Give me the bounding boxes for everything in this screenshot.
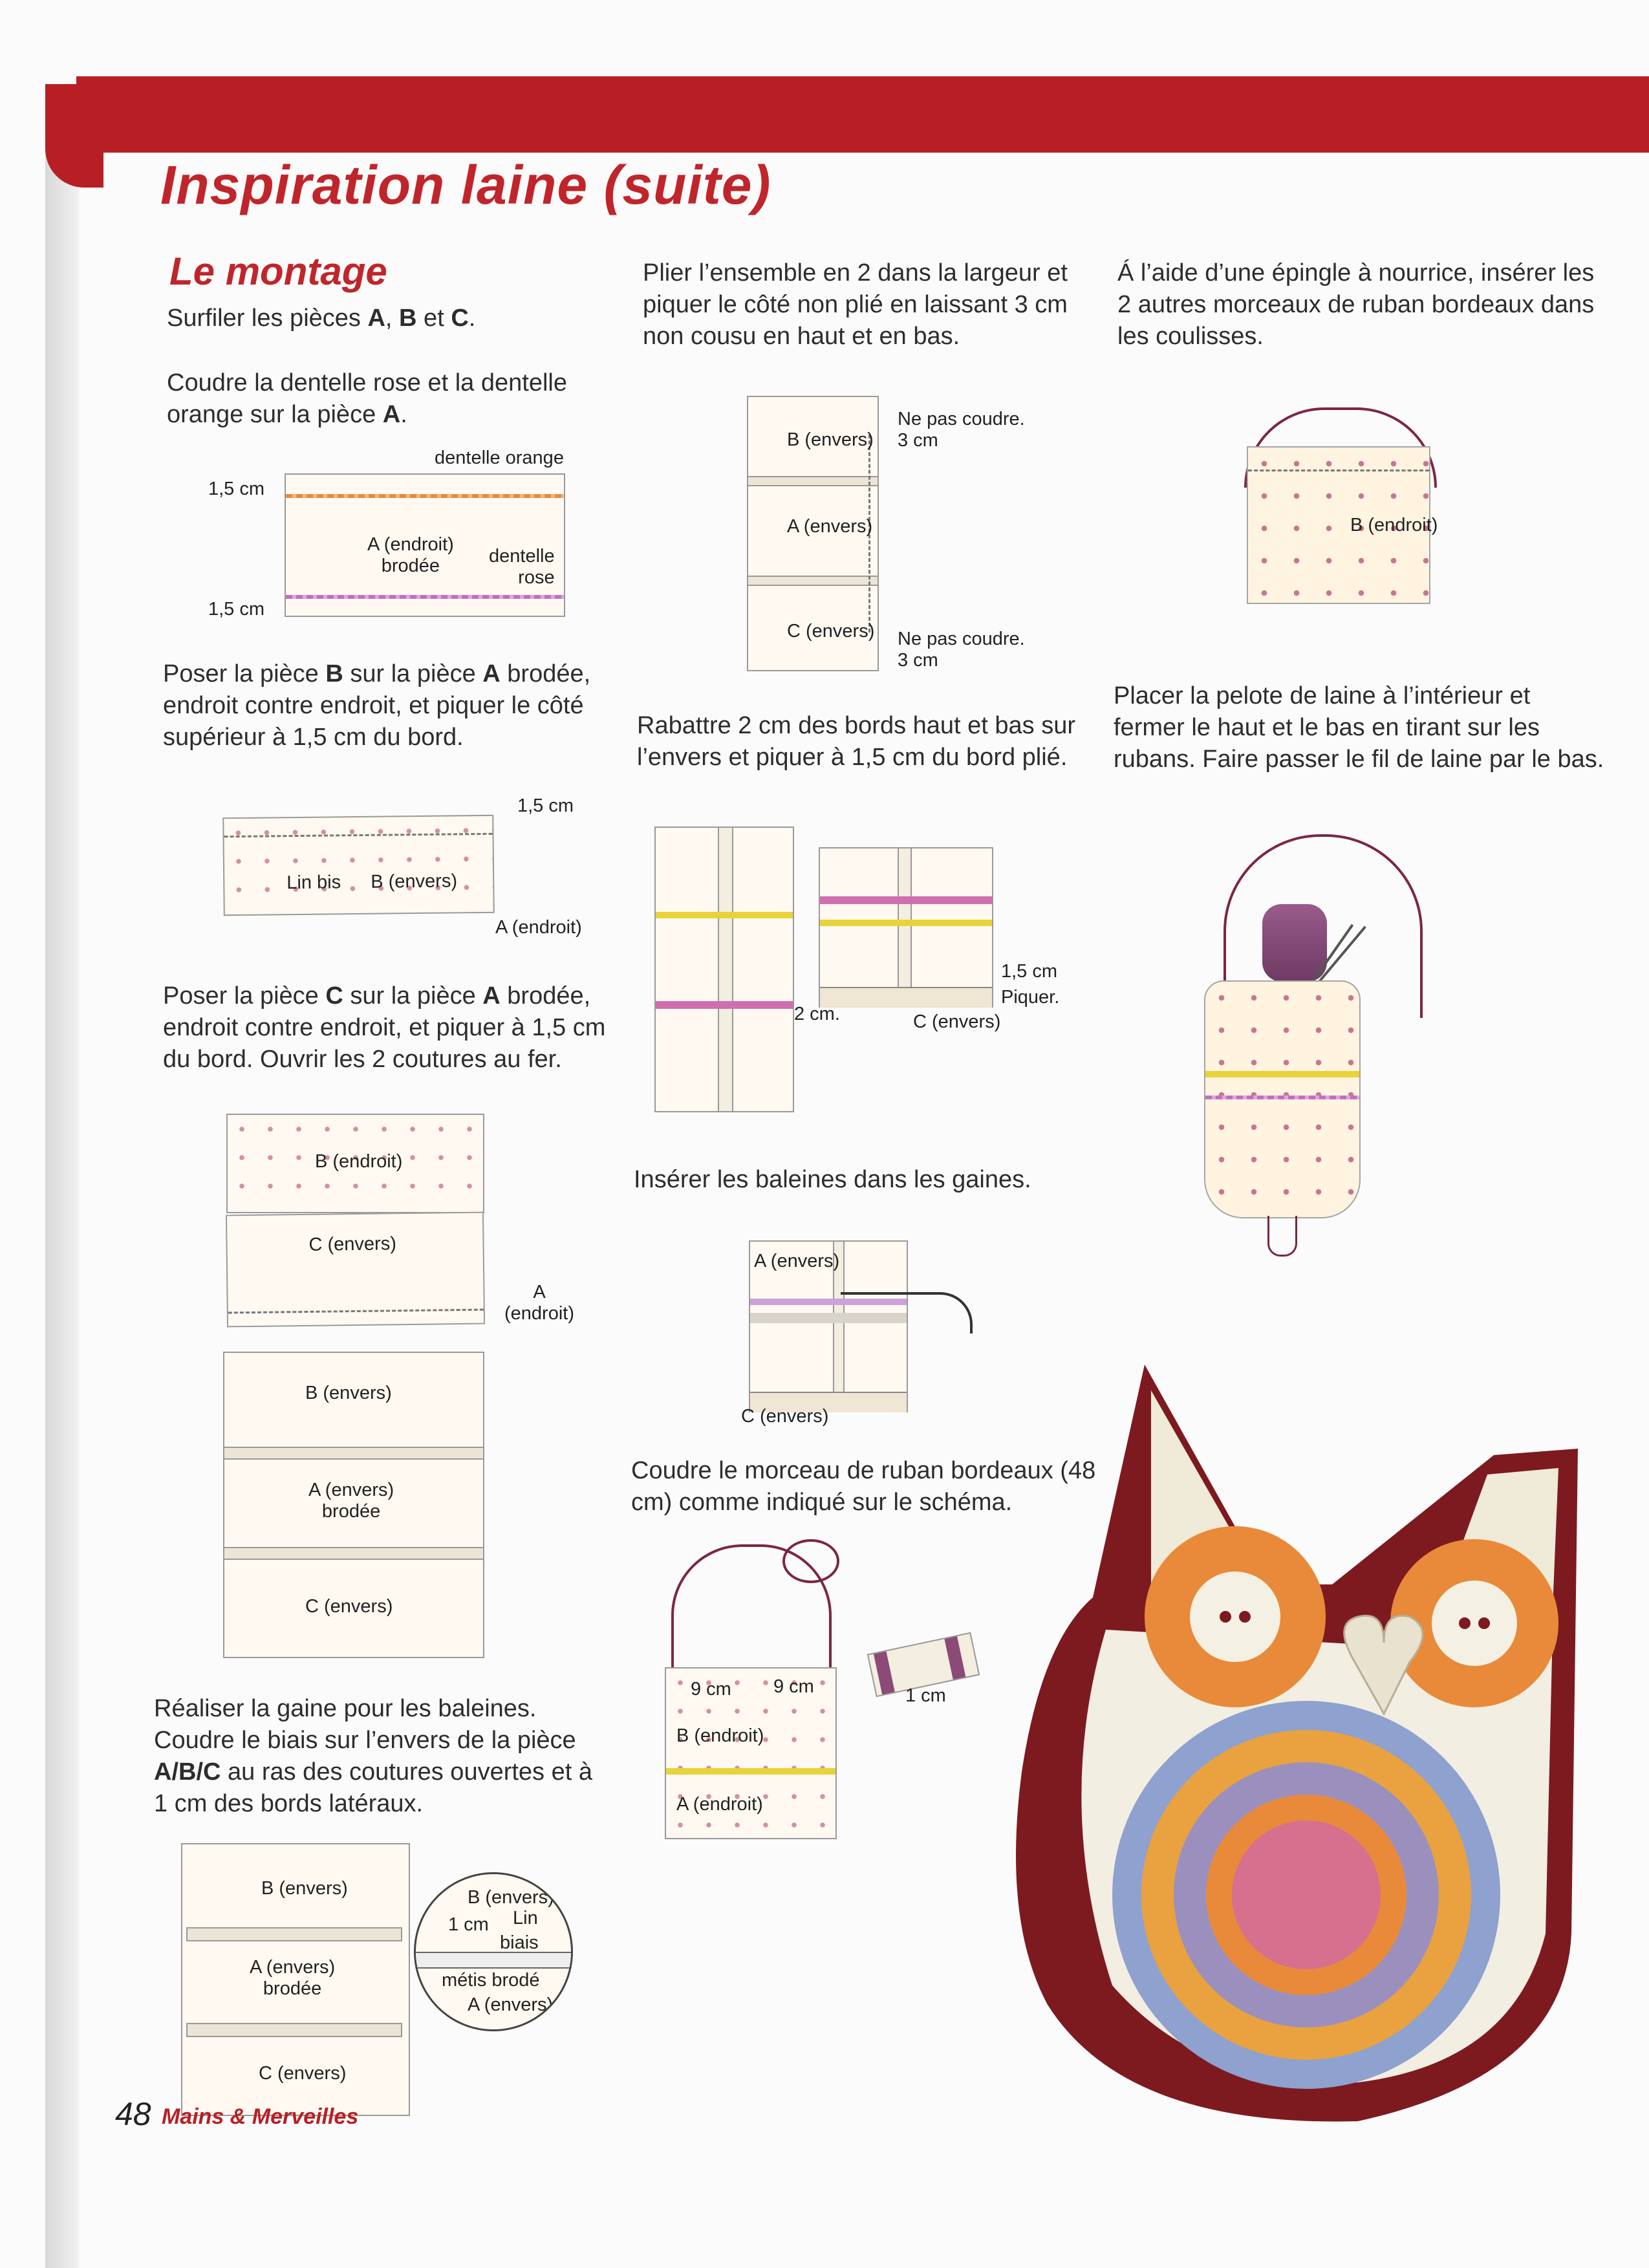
yarn-ball	[1262, 904, 1327, 982]
piece-b-label: B (endroit)	[1350, 515, 1438, 535]
page-edge	[45, 84, 79, 2268]
col2-paragraph-3: Insérer les baleines dans les gaines.	[634, 1166, 1031, 1193]
zoom-metis-label: métis brodé	[442, 1970, 540, 1991]
button-hole	[1220, 1611, 1231, 1623]
piece-b-label: B (envers)	[787, 429, 874, 450]
bag-top-figure	[1247, 446, 1438, 604]
piece-b-endroit-label: B (endroit)	[315, 1151, 403, 1172]
piece-b-on-a-figure	[222, 815, 495, 916]
bag-figure	[1204, 980, 1361, 1218]
bias-figure	[181, 1843, 410, 2116]
owl-button-right	[1432, 1581, 1517, 1666]
center-seam	[718, 828, 733, 1111]
seam-line	[228, 1309, 484, 1314]
piquer-label: Piquer.	[1001, 987, 1060, 1008]
zoom-a-label: A (envers)	[468, 1994, 554, 2015]
header-band-curl	[45, 84, 103, 188]
folded-hem	[820, 987, 992, 1008]
button-hole	[1478, 1617, 1490, 1629]
piece-b-label: B (envers)	[261, 1878, 348, 1899]
piece-a-label: A (envers) brodée	[308, 1480, 394, 1522]
yellow-band	[820, 920, 992, 926]
col2-paragraph-1: Plier l’ensemble en 2 dans la largeur et piquer le côté non plié en laissant 3 cm non cousu en haut et en bas.	[643, 259, 1068, 350]
piece-c-envers	[226, 1212, 485, 1328]
bottom-note: Ne pas coudre. 3 cm	[898, 629, 1025, 671]
zoom-cm-label: 1 cm	[448, 1914, 489, 1935]
whalebone-insert	[841, 1292, 973, 1334]
bias-strip	[186, 1927, 402, 1941]
lace-pink	[286, 595, 564, 599]
pink-band	[656, 1001, 793, 1009]
seam-allowance	[224, 1447, 483, 1460]
seam-line	[224, 833, 493, 837]
piece-a-label: A (envers)	[787, 516, 873, 537]
ribbon-loop	[782, 1539, 839, 1583]
lin-bis-label: Lin bis	[286, 872, 341, 894]
page-number: 48	[115, 2096, 151, 2132]
piece-b-endroit	[226, 1114, 484, 1213]
center-seam	[898, 848, 912, 1006]
piece-b-label: B (envers)	[371, 870, 458, 892]
bias-zoom-circle	[414, 1872, 573, 2031]
section-title: Le montage	[169, 250, 387, 293]
zoom-lin-label: Lin	[513, 1908, 538, 1928]
seam-allowance	[748, 576, 878, 586]
piece-a-label: A (envers)	[754, 1251, 840, 1271]
col1-paragraph-5: Réaliser la gaine pour les baleines. Coudre le biais sur l’envers de la pièce A/B/C au ras des coutures ouvertes et à 1 cm des bords latéraux.	[154, 1695, 592, 1817]
yellow-band	[666, 1768, 835, 1775]
folded-assembly-figure	[747, 396, 879, 671]
piece-a-label: A (envers) brodée	[250, 1957, 336, 1999]
piece-c-envers-label: C (envers)	[308, 1233, 397, 1255]
col2-paragraph-2: Rabattre 2 cm des bords haut et bas sur l’envers et piquer à 1,5 cm du bord plié.	[637, 712, 1076, 771]
seam-allowance	[224, 1547, 483, 1560]
col1-paragraph-3: Poser la pièce B sur la pièce A brodée, endroit contre endroit, et piquer le côté supérieur à 1,5 cm du bord.	[163, 660, 591, 751]
col3-paragraph-1: Á l’aide d’une épingle à nourrice, insérer les 2 autres morceaux de ruban bordeaux dans les coulisses.	[1117, 259, 1595, 350]
page-title: Inspiration laine (suite)	[160, 155, 771, 215]
lace-pink-label: dentelle rose	[489, 546, 555, 588]
dim-top-label: 1,5 cm	[208, 479, 265, 499]
magazine-brand: Mains & Merveilles	[162, 2104, 359, 2129]
top-note: Ne pas coudre. 3 cm	[898, 409, 1025, 451]
col1-paragraph-2: Coudre la dentelle rose et la dentelle orange sur la pièce A.	[167, 369, 567, 428]
pink-band	[820, 896, 992, 904]
side-dim-label: 1 cm	[905, 1685, 946, 1706]
dim-label: 9 cm	[691, 1679, 731, 1700]
header-band	[76, 76, 1649, 153]
bottom-tie	[1267, 1216, 1297, 1257]
piece-a-label: A (endroit)	[676, 1794, 763, 1815]
col3-paragraph-2: Placer la pelote de laine à l’intérieur et fermer le haut et le bas en tirant sur les rubans. Faire passer le fil de laine par le bas.	[1114, 682, 1604, 773]
ribbon-end	[944, 1636, 965, 1679]
seam-line	[1248, 470, 1429, 471]
piece-a-label: A (endroit) brodée	[367, 534, 454, 576]
lace-pink	[1205, 1096, 1359, 1099]
dim-label: 1,5 cm	[517, 795, 574, 816]
ribbon-end	[874, 1652, 895, 1695]
col1-paragraph-1: Surfiler les pièces A, B et C.	[167, 305, 476, 332]
owl-photo	[996, 1352, 1591, 2134]
dim-label: 2 cm.	[794, 1004, 840, 1024]
piece-c-label: C (envers)	[913, 1011, 1001, 1032]
zoom-b-label: B (envers)	[468, 1887, 554, 1908]
piece-c-label: C (envers)	[787, 621, 875, 642]
piece-b-label: B (endroit)	[676, 1725, 764, 1746]
seam-allowance	[748, 476, 878, 486]
piece-c-label: C (envers)	[259, 2063, 347, 2084]
piece-b-label: B (envers)	[305, 1383, 392, 1403]
piece-c-label: C (envers)	[741, 1406, 829, 1427]
dim-label: 9 cm	[773, 1676, 814, 1697]
zoom-biais-label: biais	[500, 1932, 539, 1953]
yellow-band	[656, 912, 793, 918]
piece-a-endroit-label: A (endroit)	[504, 1282, 574, 1324]
button-hole	[1239, 1611, 1251, 1623]
dim-label: 1,5 cm	[1001, 961, 1058, 982]
lace-orange-label: dentelle orange	[435, 448, 564, 468]
folded-edge-figure	[819, 847, 993, 1008]
yellow-band	[1205, 1071, 1359, 1077]
owl-center-pink	[1232, 1820, 1381, 1969]
piece-c-label: C (envers)	[305, 1596, 393, 1617]
button-hole	[1459, 1617, 1471, 1629]
bias-strip	[186, 2023, 402, 2037]
dim-bottom-label: 1,5 cm	[208, 599, 265, 620]
piece-a-endroit-label: A (endroit)	[495, 917, 582, 938]
col2-paragraph-4: Coudre le morceau de ruban bordeaux (48 cm) comme indiqué sur le schéma.	[631, 1457, 1096, 1516]
lace-orange	[286, 494, 564, 498]
pieces-opened-figure	[223, 1352, 484, 1658]
owl-illustration	[1016, 1365, 1578, 2122]
owl-button-left	[1190, 1571, 1280, 1662]
bias-strip	[416, 1952, 571, 1969]
tube-figure	[654, 826, 794, 1112]
piece-a-figure	[285, 473, 565, 617]
col1-paragraph-4: Poser la pièce C sur la pièce A brodée, endroit contre endroit, et piquer à 1,5 cm du bord. Ouvrir les 2 coutures au fer.	[163, 982, 606, 1073]
